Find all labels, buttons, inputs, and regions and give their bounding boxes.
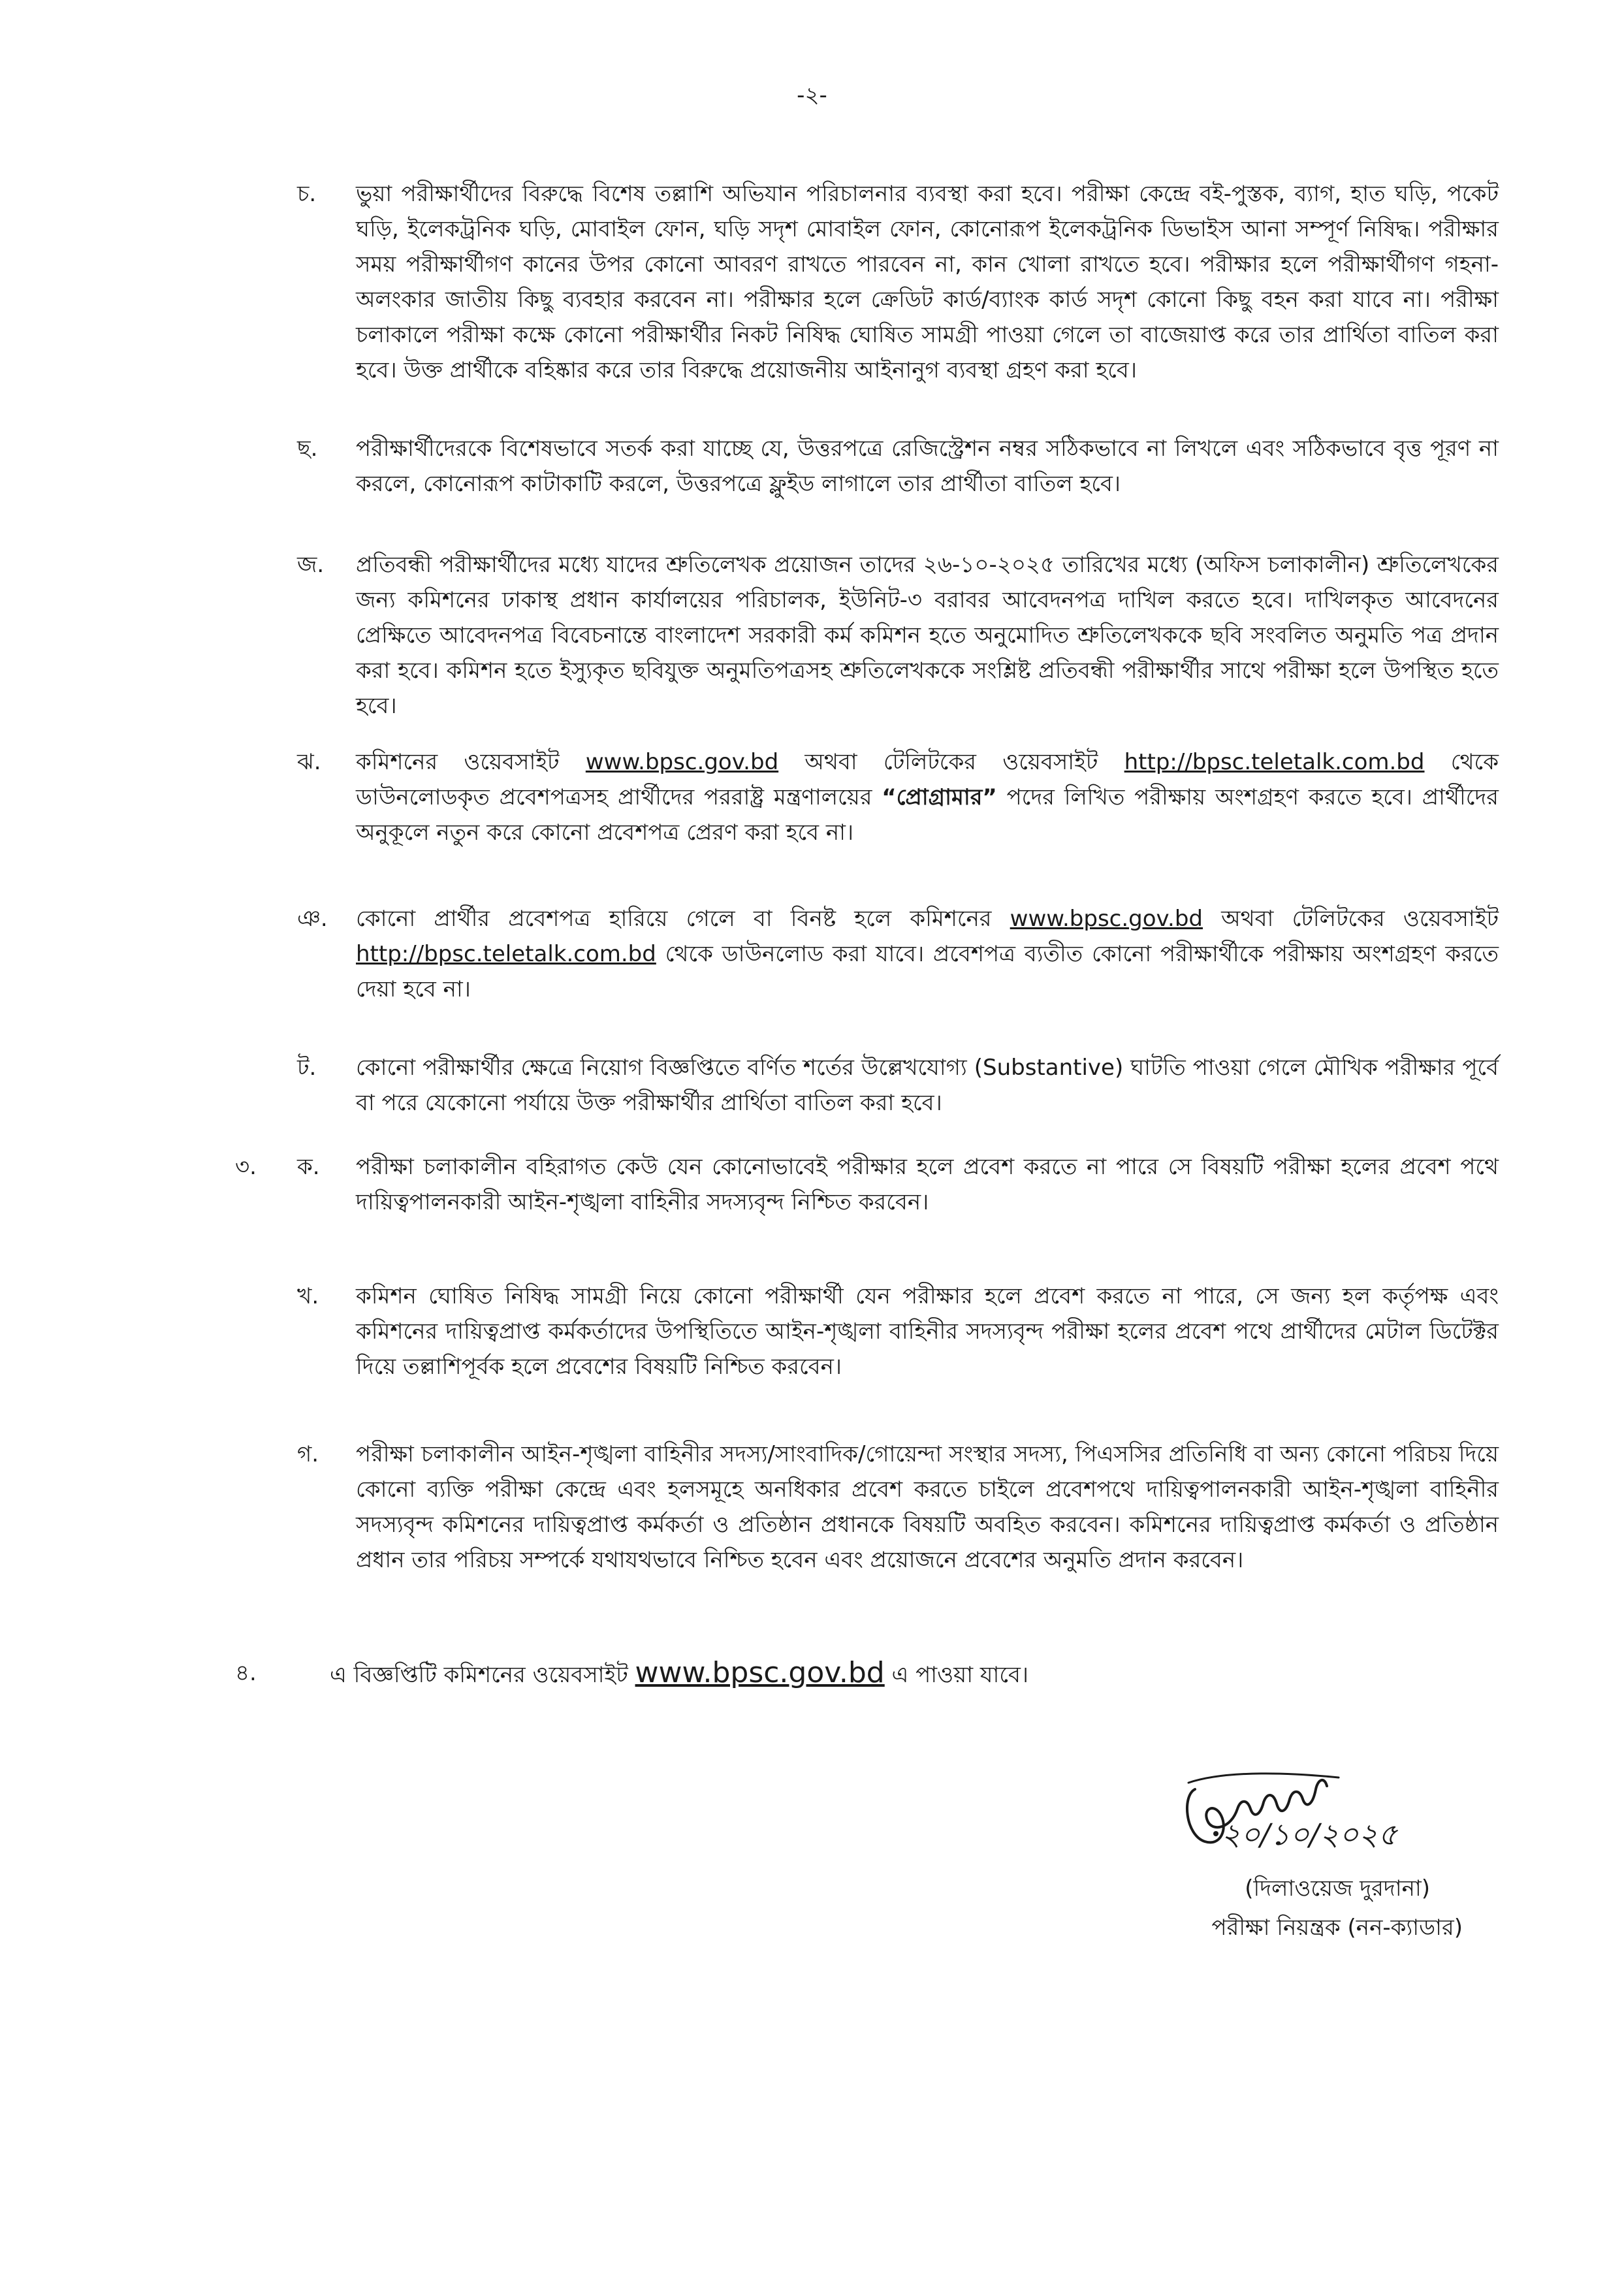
item-text	[356, 431, 1499, 502]
signature-block	[1071, 1763, 1476, 1972]
signer-title: পরীক্ষা নিয়ন্ত্রক (নন-ক্যাডার)	[1211, 1915, 1463, 1941]
item-text	[356, 1279, 1499, 1384]
item-text	[356, 547, 1499, 724]
item-text	[356, 744, 1499, 850]
bpsc-website-link[interactable]: www.bpsc.gov.bd	[635, 1656, 885, 1689]
text-segment: এ বিজ্ঞপ্তিটি কমিশনের ওয়েবসাইট	[330, 1662, 635, 1688]
item-text	[330, 1655, 1473, 1693]
item-label: গ.	[297, 1441, 319, 1467]
item-text	[356, 176, 1499, 388]
signature-date: ২০/১০/২০২৫	[1221, 1817, 1398, 1852]
item-label: চ.	[297, 181, 317, 207]
text-segment: পরীক্ষা চলাকালীন আইন-শৃঙ্খলা বাহিনীর সদস্য/সাংবাদিক/গোয়েন্দা সংস্থার সদস্য, পিএসসির প্রতিনিধি বা অন্য কোনো পরিচয় দিয়ে কোনো ব্যক্তি পরীক্ষা কেন্দ্রে এবং হলসমূহে অনধিকার প্রবেশ করতে চাইলে প্রবেশপথে দায়িত্বপালনকারী আইন-শৃঙ্খলা বাহিনীর সদস্যবৃন্দ কমিশনের দায়িত্বপ্রাপ্ত কর্মকর্তা ও প্রতিষ্ঠান প্রধানকে বিষয়টি অবহিত করবেন। কমিশনের দায়িত্বপ্রাপ্ত কর্মকর্তা ও প্রতিষ্ঠান প্রধান তার পরিচয় সম্পর্কে যথাযথভাবে নিশ্চিত হবেন এবং প্রয়োজনে প্রবেশের অনুমতি প্রদান করবেন।	[356, 1441, 1499, 1573]
item-label: জ.	[297, 552, 325, 578]
bpsc-website-link[interactable]: www.bpsc.gov.bd	[1010, 906, 1203, 932]
item-text	[356, 1437, 1499, 1578]
item-label: ঝ.	[297, 749, 321, 775]
item-label: ছ.	[297, 436, 318, 462]
text-segment: অথবা টেলিটকের ওয়েবসাইট	[1203, 906, 1499, 932]
text-segment: পরীক্ষা চলাকালীন বহিরাগত কেউ যেন কোনোভাবেই পরীক্ষার হলে প্রবেশ করতে না পারে সে বিষয়টি পরীক্ষা হলের প্রবেশ পথে দায়িত্বপালনকারী আইন-শৃঙ্খলা বাহিনীর সদস্যবৃন্দ নিশ্চিত করবেন।	[356, 1154, 1499, 1215]
text-segment: কমিশন ঘোষিত নিষিদ্ধ সামগ্রী নিয়ে কোনো পরীক্ষার্থী যেন পরীক্ষার হলে প্রবেশ করতে না পারে, সে জন্য হল কর্তৃপক্ষ এবং কমিশনের দায়িত্বপ্রাপ্ত কর্মকর্তাদের উপস্থিতিতে আইন-শৃঙ্খলা বাহিনীর সদস্যবৃন্দ পরীক্ষা হলের প্রবেশ পথে প্রার্থীদের মেটাল ডিটেক্টর দিয়ে তল্লাশিপূর্বক হলে প্রবেশের বিষয়টি নিশ্চিত করবেন।	[356, 1283, 1499, 1380]
section-number: ৩.	[235, 1154, 257, 1180]
item-label: খ.	[297, 1283, 319, 1309]
item-label: ক.	[297, 1154, 320, 1180]
page-number: -২-	[797, 82, 827, 108]
item-label: ট.	[297, 1055, 317, 1081]
post-name: “প্রোগ্রামার”	[882, 784, 997, 810]
section-number: ৪.	[235, 1660, 257, 1686]
text-segment: পরীক্ষার্থীদেরকে বিশেষভাবে সতর্ক করা যাচ্ছে যে, উত্তরপত্রে রেজিস্ট্রেশন নম্বর সঠিকভাবে না লিখলে এবং সঠিকভাবে বৃত্ত পূরণ না করলে, কোনোরূপ কাটাকাটি করলে, উত্তরপত্রে ফ্লুইড লাগালে তার প্রার্থীতা বাতিল হবে।	[356, 436, 1499, 497]
text-segment: থেকে ডাউনলোড করা যাবে। প্রবেশপত্র ব্যতীত কোনো পরীক্ষার্থীকে পরীক্ষায় অংশগ্রহণ করতে দেয়া হবে না।	[356, 941, 1499, 1002]
teletalk-website-link[interactable]: http://bpsc.teletalk.com.bd	[356, 941, 656, 967]
item-text	[356, 1149, 1499, 1220]
text-segment: কমিশনের ওয়েবসাইট	[356, 749, 586, 775]
text-segment: ভুয়া পরীক্ষার্থীদের বিরুদ্ধে বিশেষ তল্লাশি অভিযান পরিচালনার ব্যবস্থা করা হবে। পরীক্ষা কেন্দ্রে বই-পুস্তক, ব্যাগ, হাত ঘড়ি, পকেট ঘড়ি, ইলেকট্রনিক ঘড়ি, মোবাইল ফোন, ঘড়ি সদৃশ মোবাইল ফোন, কোনোরূপ ইলেকট্রনিক ডিভাইস আনা সম্পূর্ণ নিষিদ্ধ। পরীক্ষার সময় পরীক্ষার্থীগণ কানের উপর কোনো আবরণ রাখতে পারবেন না, কান খোলা রাখতে হবে। পরীক্ষার হলে পরীক্ষার্থীগণ গহনা-অলংকার জাতীয় কিছু ব্যবহার করবেন না। পরীক্ষার হলে ক্রেডিট কার্ড/ব্যাংক কার্ড সদৃশ কোনো কিছু বহন করা যাবে না। পরীক্ষা চলাকালে পরীক্ষা কক্ষে কোনো পরীক্ষার্থীর নিকট নিষিদ্ধ ঘোষিত সামগ্রী পাওয়া গেলে তা বাজেয়াপ্ত করে তার প্রার্থিতা বাতিল করা হবে। উক্ত প্রার্থীকে বহিষ্কার করে তার বিরুদ্ধে প্রয়োজনীয় আইনানুগ ব্যবস্থা গ্রহণ করা হবে।	[356, 181, 1499, 383]
signer-name: (দিলাওয়েজ দুরদানা)	[1245, 1875, 1430, 1902]
text-segment: পদের লিখিত পরীক্ষায় অংশগ্রহণ করতে হবে। প্রার্থীদের অনুকূলে নতুন করে কোনো প্রবেশপত্র প্রেরণ করা হবে না।	[356, 784, 1499, 846]
teletalk-website-link[interactable]: http://bpsc.teletalk.com.bd	[1124, 749, 1425, 775]
item-text	[356, 1050, 1499, 1121]
text-segment: প্রতিবন্ধী পরীক্ষার্থীদের মধ্যে যাদের শ্রুতিলেখক প্রয়োজন তাদের ২৬-১০-২০২৫ তারিখের মধ্যে (অফিস চলাকালীন) শ্রুতিলেখকের জন্য কমিশনের ঢাকাস্থ প্রধান কার্যালয়ের পরিচালক, ইউনিট-৩ বরাবর আবেদনপত্র দাখিল করতে হবে। দাখিলকৃত আবেদনের প্রেক্ষিতে আবেদনপত্র বিবেচনান্তে বাংলাদেশ সরকারী কর্ম কমিশন হতে অনুমোদিত শ্রুতিলেখককে ছবি সংবলিত অনুমতি পত্র প্রদান করা হবে। কমিশন হতে ইস্যুকৃত ছবিযুক্ত অনুমতিপত্রসহ শ্রুতিলেখককে সংশ্লিষ্ট প্রতিবন্ধী পরীক্ষার্থীর সাথে পরীক্ষা হলে উপস্থিত হতে হবে।	[356, 552, 1499, 719]
item-label: ঞ.	[297, 906, 328, 932]
text-segment: থেকে ডাউনলোডকৃত প্রবেশপত্রসহ প্রার্থীদের পররাষ্ট্র মন্ত্রণালয়ের	[356, 749, 1499, 810]
text-segment: কোনো প্রার্থীর প্রবেশপত্র হারিয়ে গেলে বা বিনষ্ট হলে কমিশনের	[356, 906, 1010, 932]
text-segment: এ পাওয়া যাবে।	[884, 1662, 1029, 1688]
text-segment: অথবা টেলিটকের ওয়েবসাইট	[778, 749, 1124, 775]
handwritten-signature	[1175, 1763, 1450, 1861]
bpsc-website-link[interactable]: www.bpsc.gov.bd	[585, 749, 779, 775]
text-segment: কোনো পরীক্ষার্থীর ক্ষেত্রে নিয়োগ বিজ্ঞপ্তিতে বর্ণিত শর্তের উল্লেখযোগ্য (Substantive) ঘাটতি পাওয়া গেলে মৌখিক পরীক্ষার পূর্বে বা পরে যেকোনো পর্যায়ে উক্ত পরীক্ষার্থীর প্রার্থিতা বাতিল করা হবে।	[356, 1055, 1499, 1116]
item-text	[356, 901, 1499, 1007]
